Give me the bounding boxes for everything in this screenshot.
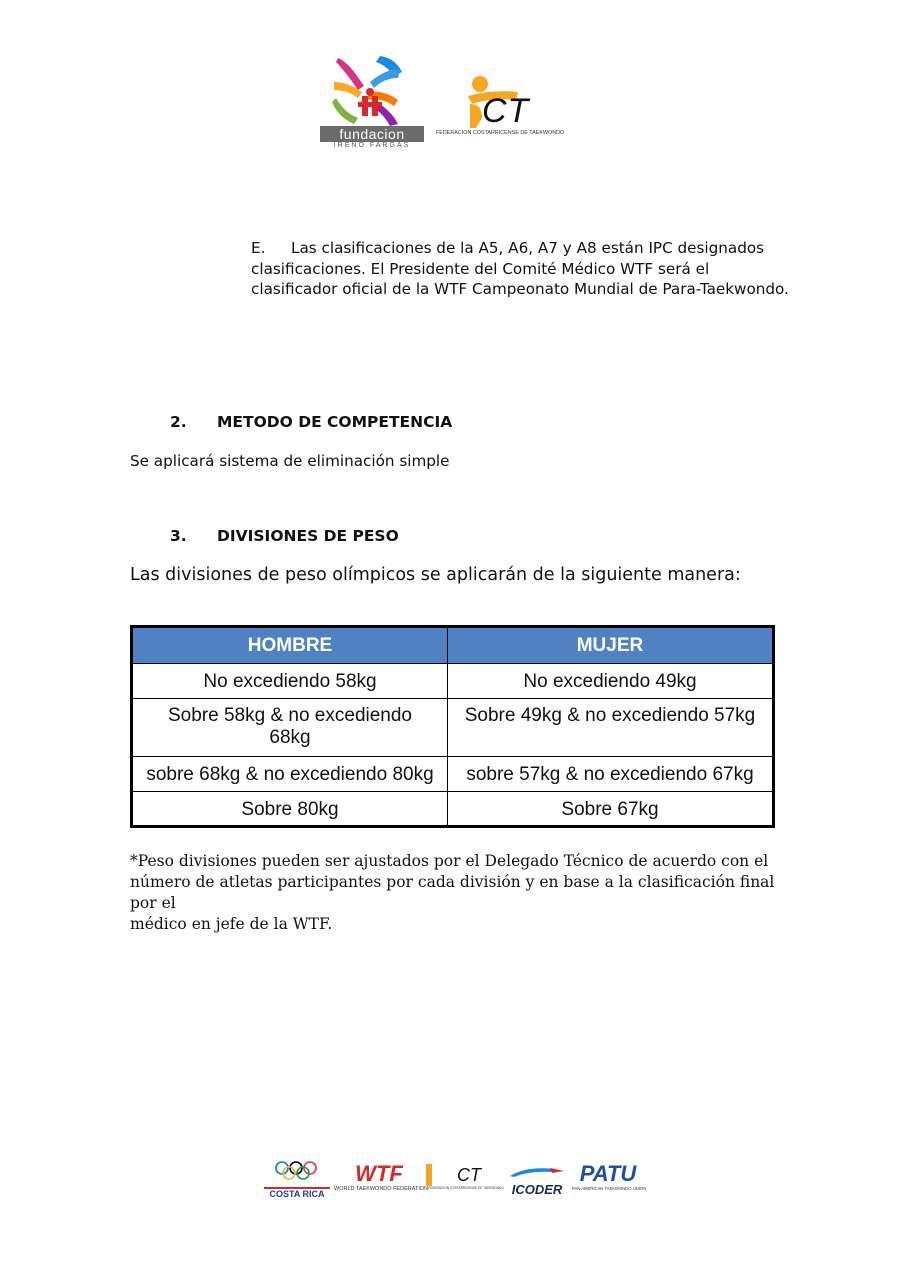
fundacion-logo: [318, 52, 426, 152]
section-2-title: METODO DE COMPETENCIA: [217, 413, 453, 431]
header-mujer: MUJER: [448, 627, 774, 664]
patu-subtitle: PAN AMERICAN TAEKWONDO UNION: [572, 1186, 647, 1191]
wtf-logo: [334, 1161, 429, 1192]
footnote-line-3: médico en jefe de la WTF.: [130, 915, 333, 933]
section-e-line-1-text: Las clasificaciones de la A5, A6, A7 y A8 están IPC designados: [291, 239, 765, 257]
wtf-mark: WTF: [355, 1161, 403, 1186]
footnote-line-1: *Peso divisiones pueden ser ajustados por el Delegado Técnico de acuerdo con el: [130, 852, 769, 870]
table-cell-hombre: Sobre 58kg & no excediendo 68kg: [132, 699, 448, 757]
table-header-row: [132, 627, 774, 664]
table-cell-hombre: No excediendo 58kg: [132, 664, 448, 699]
weight-divisions-table: [130, 625, 775, 828]
costa-rica-olympic-logo: [264, 1160, 330, 1199]
icoder-mark: ICODER: [511, 1182, 563, 1197]
table-row: [132, 699, 774, 757]
patu-logo: [572, 1161, 647, 1191]
table-cell-mujer: sobre 57kg & no excediendo 67kg: [448, 757, 774, 792]
section-e-line-3: clasificador oficial de la WTF Campeonato Mundial de Para-Taekwondo.: [251, 280, 789, 298]
fundacion-figures-icon: [318, 52, 426, 128]
weight-footnote: [130, 851, 780, 935]
footer-logos: [264, 1160, 647, 1202]
olympic-rings-icon: [264, 1160, 330, 1180]
icoder-swoosh-icon: [506, 1167, 568, 1177]
section-e-paragraph: [251, 238, 791, 300]
section-2-heading: [170, 413, 452, 431]
icoder-logo: [506, 1164, 568, 1198]
section-3-heading: [170, 527, 399, 545]
fct-footer-mark: CT: [426, 1164, 506, 1186]
footnote-line-2: número de atletas participantes por cada división y en base a la clasificación final por el: [130, 873, 775, 912]
table-cell-mujer: Sobre 67kg: [448, 792, 774, 827]
fct-footer-subtitle: FEDERACION COSTARRICENSE DE TAEKWONDO: [428, 1186, 504, 1190]
competition-method-text: Se aplicará sistema de eliminación simple: [130, 452, 450, 470]
fct-logo: [432, 74, 592, 144]
fundacion-logo-subtitle: IRENO FARGAS: [333, 142, 411, 149]
header-hombre: HOMBRE: [132, 627, 448, 664]
table-row: [132, 757, 774, 792]
fct-logo-subtitle: FEDERACION COSTARRICENSE DE TAEKWONDO: [436, 130, 565, 136]
table-row: [132, 664, 774, 699]
costa-rica-label: COSTA RICA: [264, 1187, 330, 1199]
section-3-title: DIVISIONES DE PESO: [217, 527, 399, 545]
section-e-line-2: clasificaciones. El Presidente del Comité Médico WTF será el: [251, 259, 710, 278]
section-e-line-1: [251, 238, 791, 259]
fundacion-logo-text: fundacion: [320, 126, 424, 142]
section-2-number: 2.: [170, 413, 187, 431]
fct-logo-mark: CT: [482, 92, 530, 130]
fct-footer-logo: [426, 1164, 506, 1190]
patu-mark: PATU: [579, 1161, 637, 1186]
table-cell-hombre: Sobre 80kg: [132, 792, 448, 827]
table-cell-mujer: No excediendo 49kg: [448, 664, 774, 699]
table-row: [132, 792, 774, 827]
section-e-letter: E.: [251, 239, 266, 257]
table-cell-hombre: sobre 68kg & no excediendo 80kg: [132, 757, 448, 792]
table-cell-mujer: Sobre 49kg & no excediendo 57kg: [448, 699, 774, 757]
section-3-number: 3.: [170, 527, 187, 545]
wtf-subtitle: WORLD TAEKWONDO FEDERATION: [334, 1186, 429, 1192]
weight-divisions-intro: Las divisiones de peso olímpicos se aplicarán de la siguiente manera:: [130, 565, 741, 585]
